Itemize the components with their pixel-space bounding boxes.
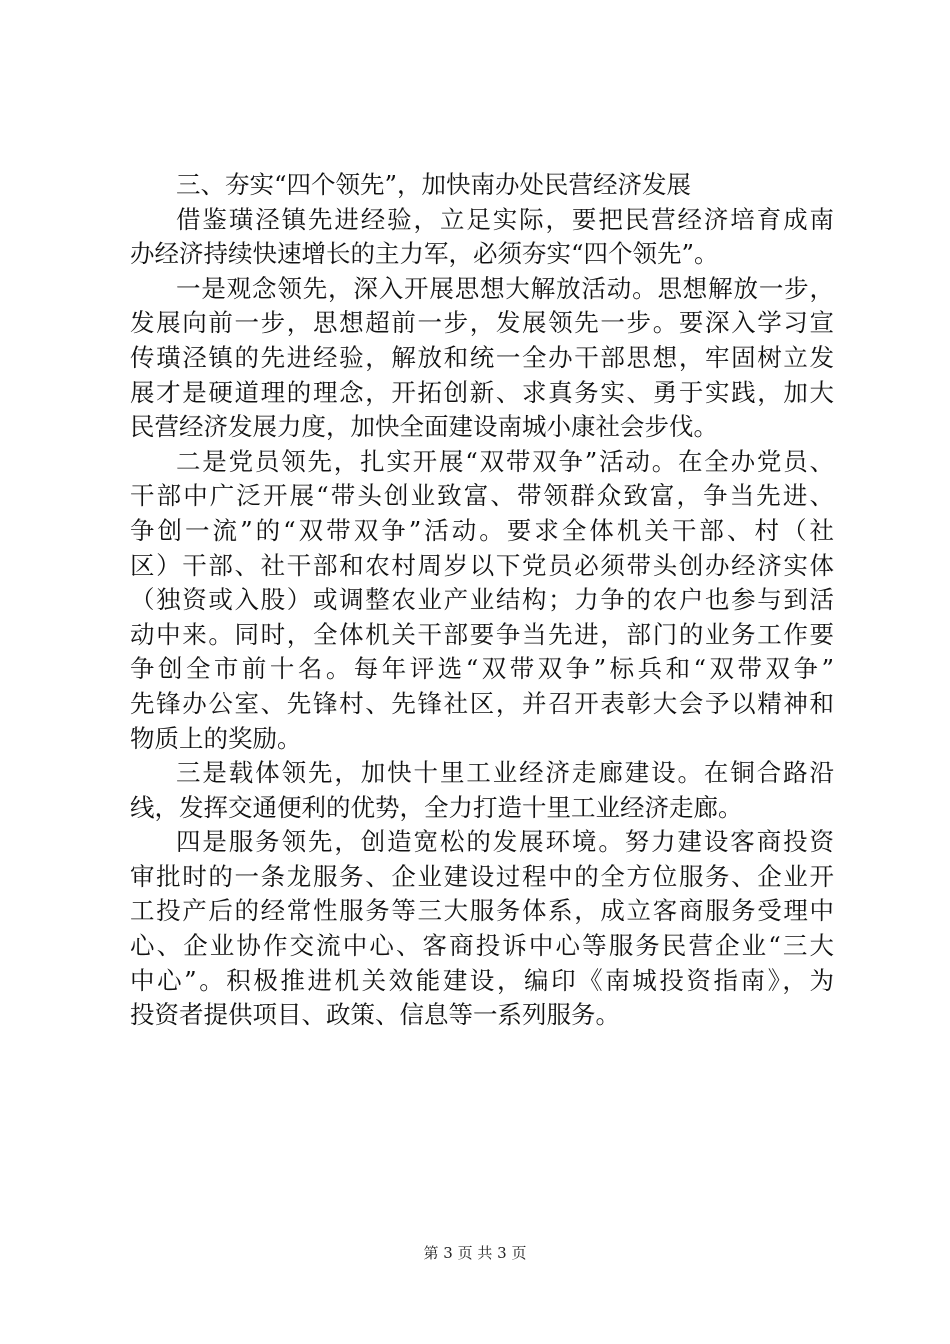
paragraph-line: 三是载体领先，加快十里工业经济走廊建设。在铜合路沿 bbox=[176, 758, 834, 788]
paragraph-line: 展才是硬道理的理念，开拓创新、求真务实、勇于实践，加大 bbox=[130, 377, 834, 407]
paragraph-line: 争创全市前十名。每年评选“双带双争”标兵和“双带双争” bbox=[130, 654, 834, 684]
paragraph-line: 办经济持续快速增长的主力军，必须夯实“四个领先”。 bbox=[130, 239, 719, 269]
paragraph-line: 一是观念领先，深入开展思想大解放活动。思想解放一步， bbox=[176, 273, 834, 303]
paragraph-line: 动中来。同时，全体机关干部要争当先进，部门的业务工作要 bbox=[130, 619, 834, 649]
paragraph-line: 四是服务领先，创造宽松的发展环境。努力建设客商投资 bbox=[176, 827, 834, 857]
paragraph-line: 发展向前一步，思想超前一步，发展领先一步。要深入学习宣 bbox=[130, 308, 834, 338]
paragraph-line: 物质上的奖励。 bbox=[130, 723, 302, 753]
paragraph-line: （独资或入股）或调整农业产业结构；力争的农户也参与到活 bbox=[130, 585, 834, 615]
paragraph-line: 中心”。积极推进机关效能建设，编印《南城投资指南》，为 bbox=[130, 965, 834, 995]
paragraph-line: 投资者提供项目、政策、信息等一系列服务。 bbox=[130, 1000, 620, 1030]
paragraph-line: 民营经济发展力度，加快全面建设南城小康社会步伐。 bbox=[130, 412, 718, 442]
paragraph-line: 审批时的一条龙服务、企业建设过程中的全方位服务、企业开 bbox=[130, 861, 834, 891]
paragraph-line: 干部中广泛开展“带头创业致富、带领群众致富，争当先进、 bbox=[130, 481, 834, 511]
paragraph-line: 工投产后的经常性服务等三大服务体系，成立客商服务受理中 bbox=[130, 896, 834, 926]
paragraph-line: 借鉴璜泾镇先进经验，立足实际，要把民营经济培育成南 bbox=[176, 204, 834, 234]
document-body bbox=[130, 168, 834, 1033]
paragraph-line: 传璜泾镇的先进经验，解放和统一全办干部思想，牢固树立发 bbox=[130, 342, 834, 372]
section-heading: 三、夯实“四个领先”，加快南办处民营经济发展 bbox=[176, 170, 692, 199]
paragraph-line: 区）干部、社干部和农村周岁以下党员必须带头创办经济实体 bbox=[130, 550, 834, 580]
paragraph-line: 二是党员领先，扎实开展“双带双争”活动。在全办党员、 bbox=[176, 446, 834, 476]
paragraph-line: 线，发挥交通便利的优势，全力打造十里工业经济走廊。 bbox=[130, 792, 743, 822]
paragraph-line: 心、企业协作交流中心、客商投诉中心等服务民营企业“三大 bbox=[130, 931, 834, 961]
page-number-footer: 第 3 页 共 3 页 bbox=[423, 1244, 527, 1262]
paragraph-line: 先锋办公室、先锋村、先锋社区，并召开表彰大会予以精神和 bbox=[130, 688, 834, 718]
paragraph-line: 争创一流”的“双带双争”活动。要求全体机关干部、村（社 bbox=[130, 515, 834, 545]
